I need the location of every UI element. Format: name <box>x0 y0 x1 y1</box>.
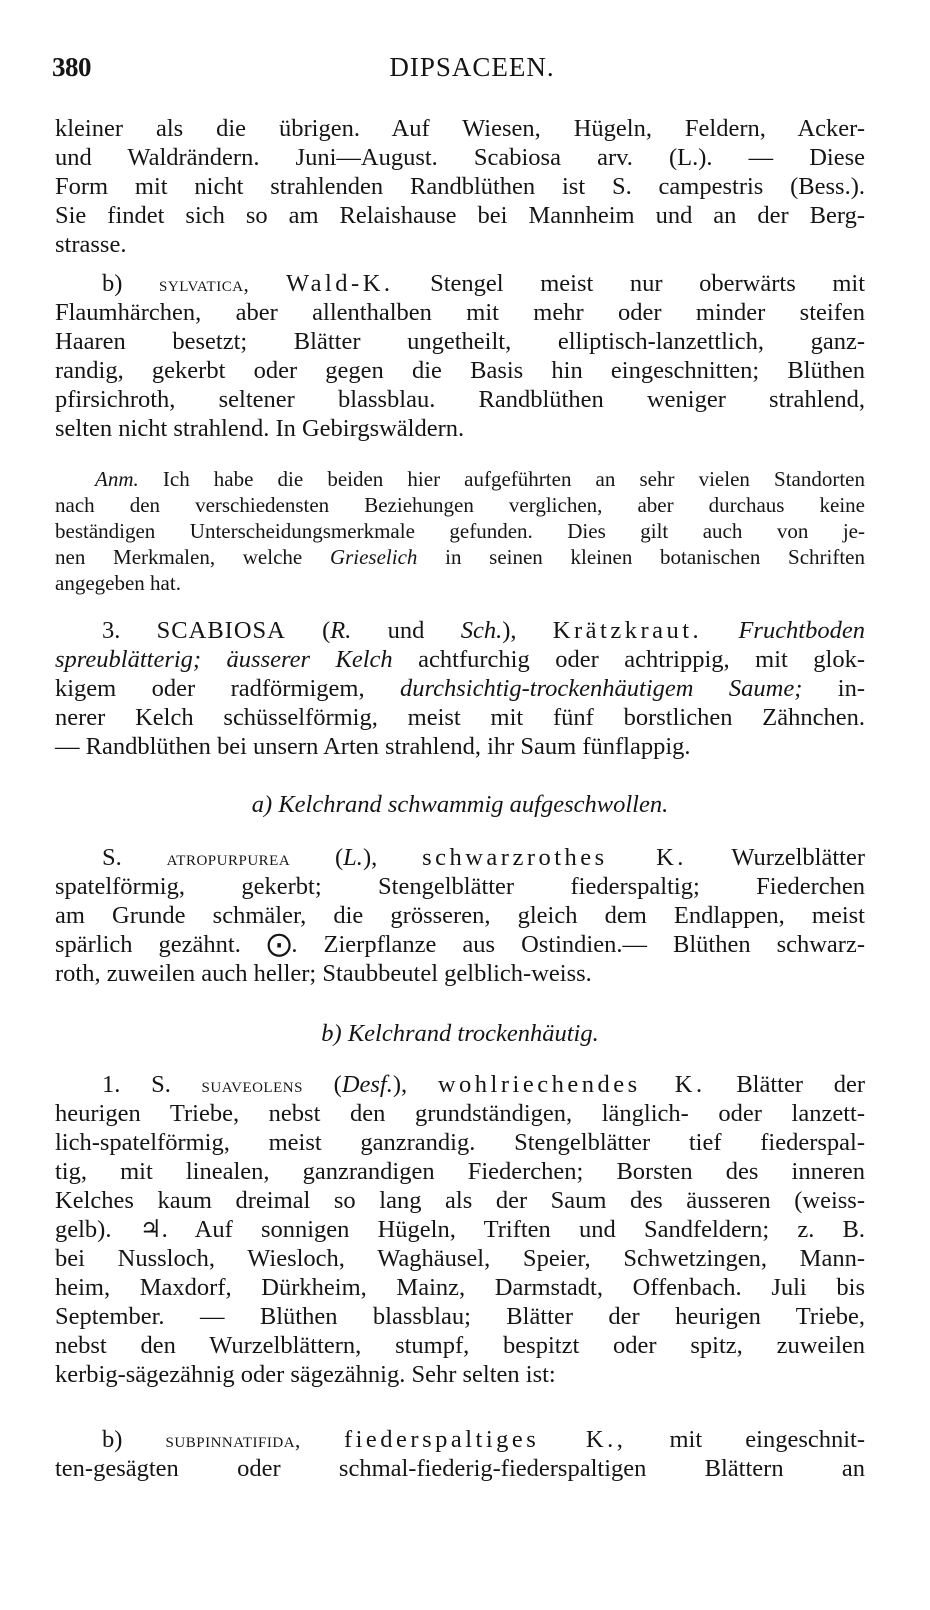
section-label: a) <box>251 791 273 818</box>
common-name: fiederspaltiges K., <box>343 1426 627 1453</box>
variety-name: subpinnatifida, <box>165 1428 301 1452</box>
common-name: wohlriechendes K. <box>437 1071 706 1098</box>
genus-scabiosa <box>55 616 865 761</box>
text-line: — Randblüthen bei unsern Arten strahlend, ihr Saum fünflappig. <box>55 733 691 760</box>
text-line: am Grunde schmäler, die grösseren, gleich dem Endlappen, meist <box>55 902 865 929</box>
text-line: kigem oder radförmigem, durchsichtig-trockenhäutigem Saume; in- <box>55 675 865 702</box>
text-line: spatelförmig, gekerbt; Stengelblätter fiederspaltig; Fiederchen <box>55 873 865 900</box>
common-name: Wald-K. <box>285 270 394 297</box>
text-line: tig, mit linealen, ganzrandigen Fiederchen; Borsten des inneren <box>55 1158 865 1185</box>
author-name: Grieselich <box>329 545 418 569</box>
text-line: 3. SCABIOSA (R. und Sch.), Krätzkraut. Fruchtboden <box>102 617 865 644</box>
species-name: atropurpurea <box>166 846 291 870</box>
text-line: Sie findet sich so am Relaishause bei Mannheim und an der Berg- <box>55 202 865 229</box>
variety-sylvatica <box>55 269 865 443</box>
text-line: nach den verschiedensten Beziehungen verglichen, aber durchaus keine <box>55 493 865 517</box>
annotation-note <box>55 466 865 596</box>
annual-symbol-icon: ⨀ <box>266 931 292 958</box>
common-name: Krätzkraut. <box>552 617 703 644</box>
section-heading-a <box>55 790 865 819</box>
variety-label: b) <box>102 1426 123 1453</box>
text-line: nen Merkmalen, welche Grieselich in seinen kleinen botanischen Schriften <box>55 545 865 569</box>
species-atropurpurea <box>55 843 865 988</box>
page-number: 380 <box>52 52 91 82</box>
section-title: Kelchrand schwammig aufgeschwollen. <box>278 791 669 818</box>
text-line: gelb). ♃. Auf sonnigen Hügeln, Triften und Sandfeldern; z. B. <box>55 1216 866 1243</box>
section-title: Kelchrand trockenhäutig. <box>347 1020 599 1047</box>
text-line: lich-spatelförmig, meist ganzrandig. Stengelblätter tief fiederspal- <box>55 1129 865 1156</box>
text-line: Form mit nicht strahlenden Randblüthen ist S. campestris (Bess.). <box>55 173 865 200</box>
text-line: heim, Maxdorf, Dürkheim, Mainz, Darmstadt, Offenbach. Juli bis <box>55 1274 865 1301</box>
text-line: kerbig-sägezähnig oder sägezähnig. Sehr selten ist: <box>55 1361 556 1388</box>
text-line: spärlich gezähnt. ⨀. Zierpflanze aus Ostindien.— Blüthen schwarz- <box>55 931 865 958</box>
text-line: roth, zuweilen auch heller; Staubbeutel gelblich-weiss. <box>55 960 592 987</box>
genus-number: 3. <box>102 617 121 644</box>
text-line: pfirsichroth, seltener blassblau. Randblüthen weniger strahlend, <box>55 386 865 413</box>
text-line: Anm. Ich habe die beiden hier aufgeführten an sehr vielen Standorten <box>95 467 865 491</box>
text-line: b) subpinnatifida, fiederspaltiges K., mit eingeschnit- <box>102 1426 866 1453</box>
text-line: beständigen Unterscheidungsmerkmale gefunden. Dies gilt auch von je- <box>55 519 865 543</box>
section-heading-b <box>55 1019 865 1048</box>
text-line: b) sylvatica, Wald-K. Stengel meist nur oberwärts mit <box>102 270 866 297</box>
page-header <box>52 52 862 88</box>
text-line: selten nicht strahlend. In Gebirgswäldern. <box>55 415 465 442</box>
species-suaveolens <box>55 1070 865 1389</box>
text-line: Kelches kaum dreimal so lang als der Saum des äusseren (weiss- <box>55 1187 865 1214</box>
variety-label: b) <box>102 270 123 297</box>
text-line: kleiner als die übrigen. Auf Wiesen, Hügeln, Feldern, Acker- <box>55 115 865 142</box>
text-line: randig, gekerbt oder gegen die Basis hin eingeschnitten; Blüthen <box>55 357 865 384</box>
text-line: strasse. <box>55 231 127 258</box>
running-title: DIPSACEEN. <box>389 52 555 82</box>
text-line: September. — Blüthen blassblau; Blätter der heurigen Triebe, <box>55 1303 865 1330</box>
variety-name: sylvatica, <box>159 272 250 296</box>
section-label: b) <box>321 1020 342 1047</box>
text-line: bei Nussloch, Wiesloch, Waghäusel, Speier, Schwetzingen, Mann- <box>55 1245 865 1272</box>
note-label: Anm. <box>95 467 139 491</box>
text-line: S. atropurpurea (L.), schwarzrothes K. Wurzelblätter <box>102 844 865 871</box>
text-line: und Waldrändern. Juni—August. Scabiosa arv. (L.). — Diese <box>55 144 865 171</box>
text-line: nebst den Wurzelblättern, stumpf, bespitzt oder spitz, zuweilen <box>55 1332 865 1359</box>
text-line: angegeben hat. <box>55 571 181 595</box>
text-line: 1. S. suaveolens (Desf.), wohlriechendes K. Blätter der <box>102 1071 865 1098</box>
text-line: spreublätterig; äusserer Kelch achtfurchig oder achtrippig, mit glok- <box>55 646 866 673</box>
text-line: Haaren besetzt; Blätter ungetheilt, elliptisch-lanzettlich, ganz- <box>55 328 865 355</box>
species-name: suaveolens <box>201 1073 303 1097</box>
genus-name: SCABIOSA <box>156 617 286 644</box>
text-line: heurigen Triebe, nebst den grundständigen, länglich- oder lanzett- <box>55 1100 865 1127</box>
text-line: ten-gesägten oder schmal-fiederig-fiederspaltigen Blättern an <box>55 1455 865 1482</box>
common-name: schwarzrothes K. <box>422 844 687 871</box>
text-line: Flaumhärchen, aber allenthalben mit mehr oder minder steifen <box>55 299 865 326</box>
text-line: nerer Kelch schüsselförmig, meist mit fünf borstlichen Zähnchen. <box>55 704 865 731</box>
paragraph-continuation <box>55 114 865 259</box>
variety-subpinnatifida <box>55 1425 865 1483</box>
perennial-symbol-icon: ♃ <box>139 1216 162 1243</box>
